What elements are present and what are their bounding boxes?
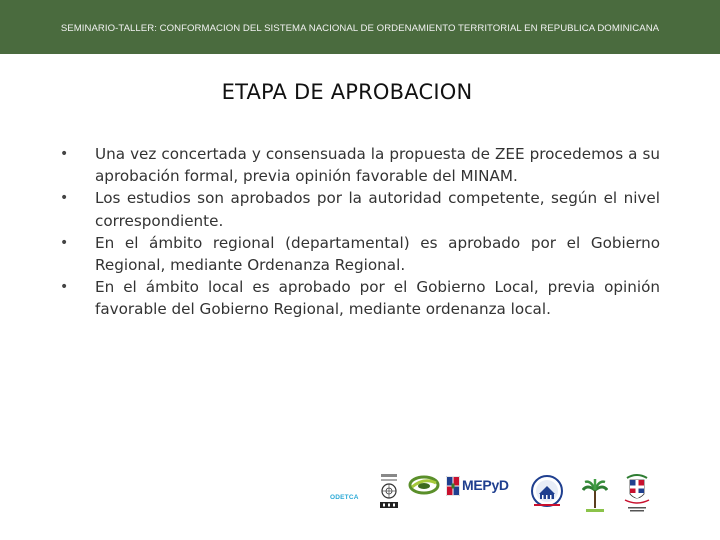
odetca-logo-text: ODETCA bbox=[330, 494, 359, 501]
coat-of-arms-logo bbox=[622, 472, 652, 512]
bullet-icon: • bbox=[60, 146, 69, 162]
bullet-text: Los estudios son aprobados por la autoridad competente, según el nivel correspondiente. bbox=[95, 189, 660, 230]
header-bar bbox=[0, 0, 720, 54]
palm-tree-logo bbox=[582, 478, 608, 514]
slide-title: ETAPA DE APROBACION bbox=[221, 80, 473, 104]
bullet-text: Una vez concertada y consensuada la propuesta de ZEE procedemos a su aprobación formal, previa opinión favorable del MINAM. bbox=[95, 145, 660, 186]
bullet-item bbox=[60, 232, 660, 276]
bullet-item bbox=[60, 187, 660, 231]
bullet-item bbox=[60, 143, 660, 187]
mepyd-logo-text: MEPyD bbox=[462, 477, 509, 493]
header-title: SEMINARIO-TALLER: CONFORMACION DEL SISTEMA NACIONAL DE ORDENAMIENTO TERRITORIAL EN REPUBLICA DOMINICANA bbox=[60, 23, 660, 34]
bullet-text: En el ámbito local es aprobado por el Gobierno Local, previa opinión favorable del Gobierno Regional, mediante ordenanza local. bbox=[95, 278, 660, 319]
green-swoosh-logo bbox=[408, 475, 440, 495]
bullet-text: En el ámbito regional (departamental) es aprobado por el Gobierno Regional, mediante Ordenanza Regional. bbox=[95, 233, 660, 275]
bullet-icon: • bbox=[60, 279, 69, 296]
bullet-icon: • bbox=[60, 234, 69, 251]
odetca-logo bbox=[330, 484, 359, 503]
un-emblem-logo bbox=[378, 474, 400, 510]
bullet-list bbox=[60, 143, 660, 321]
bullet-item bbox=[60, 276, 660, 320]
building-seal-logo bbox=[530, 474, 564, 510]
partner-logos bbox=[318, 470, 658, 516]
bullet-icon: • bbox=[60, 190, 69, 207]
